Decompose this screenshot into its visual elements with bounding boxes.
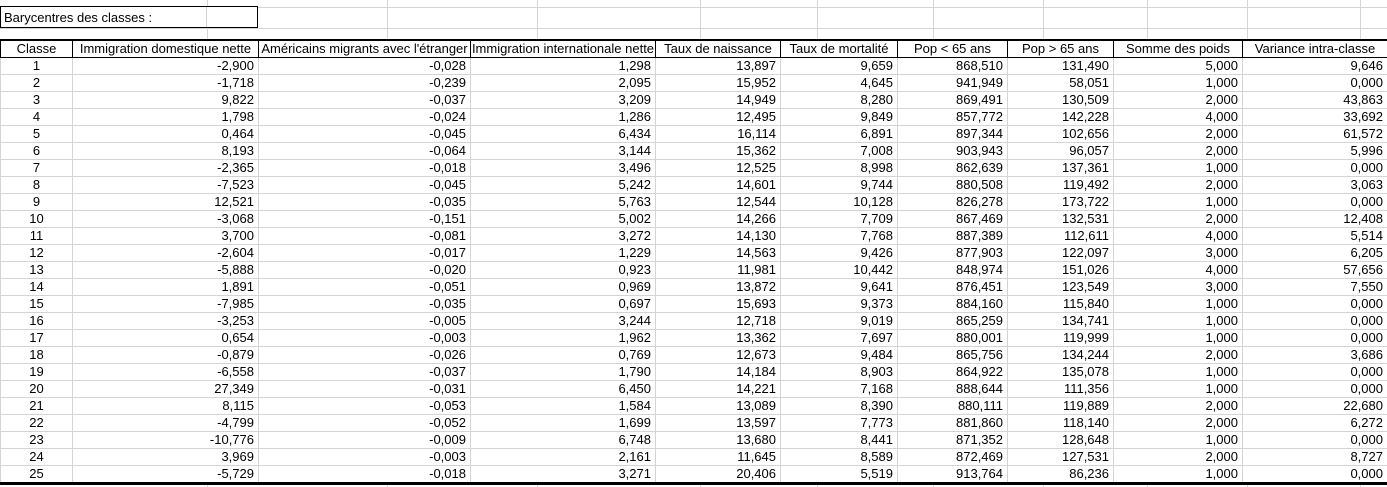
table-cell[interactable]: 3,686 [1243, 347, 1387, 364]
table-cell[interactable]: -5,888 [73, 262, 259, 279]
table-cell[interactable]: 135,078 [1008, 364, 1114, 381]
table-cell[interactable]: 7,550 [1243, 279, 1387, 296]
table-cell[interactable]: -4,799 [73, 415, 259, 432]
cell-classe[interactable]: 17 [1, 330, 73, 347]
table-cell[interactable]: 8,390 [781, 398, 898, 415]
table-cell[interactable]: 127,531 [1008, 449, 1114, 466]
table-cell[interactable]: -0,035 [259, 194, 471, 211]
table-cell[interactable]: 869,491 [898, 92, 1008, 109]
table-cell[interactable]: 9,646 [1243, 58, 1387, 75]
table-cell[interactable]: 2,000 [1114, 92, 1243, 109]
table-cell[interactable]: -0,037 [259, 92, 471, 109]
table-cell[interactable]: 12,408 [1243, 211, 1387, 228]
table-cell[interactable]: 33,692 [1243, 109, 1387, 126]
table-cell[interactable]: 130,509 [1008, 92, 1114, 109]
column-header[interactable]: Somme des poids [1114, 40, 1243, 58]
table-cell[interactable]: 1,962 [471, 330, 656, 347]
table-row [1, 432, 1387, 449]
table-title-cell[interactable] [0, 6, 258, 28]
table-cell[interactable]: 3,000 [1114, 245, 1243, 262]
table-cell[interactable]: 3,496 [471, 160, 656, 177]
table-cell[interactable]: -0,005 [259, 313, 471, 330]
table-title: Barycentres des classes : [4, 9, 153, 25]
cell-classe[interactable]: 8 [1, 177, 73, 194]
table-cell[interactable]: 112,611 [1008, 228, 1114, 245]
table-cell[interactable]: 2,000 [1114, 143, 1243, 160]
table-cell[interactable]: 0,000 [1243, 432, 1387, 449]
table-cell[interactable]: 119,999 [1008, 330, 1114, 347]
table-cell[interactable]: 13,680 [656, 432, 781, 449]
table-cell[interactable]: -0,020 [259, 262, 471, 279]
table-cell[interactable]: 9,484 [781, 347, 898, 364]
table-cell[interactable]: -1,718 [73, 75, 259, 92]
table-cell[interactable]: 111,356 [1008, 381, 1114, 398]
table-cell[interactable]: -6,558 [73, 364, 259, 381]
table-cell[interactable]: 13,897 [656, 58, 781, 75]
table-cell[interactable]: 3,063 [1243, 177, 1387, 194]
table-cell[interactable]: 142,228 [1008, 109, 1114, 126]
table-cell[interactable]: 5,514 [1243, 228, 1387, 245]
table-cell[interactable]: 941,949 [898, 75, 1008, 92]
table-cell[interactable]: 3,271 [471, 466, 656, 484]
table-cell[interactable]: 5,000 [1114, 58, 1243, 75]
table-cell[interactable]: 1,000 [1114, 160, 1243, 177]
cell-classe[interactable]: 2 [1, 75, 73, 92]
cell-classe[interactable]: 7 [1, 160, 73, 177]
table-cell[interactable]: 865,756 [898, 347, 1008, 364]
table-row [1, 245, 1387, 262]
table-cell[interactable]: 3,209 [471, 92, 656, 109]
table-cell[interactable]: 881,860 [898, 415, 1008, 432]
table-cell[interactable]: 0,000 [1243, 194, 1387, 211]
cell-classe[interactable]: 11 [1, 228, 73, 245]
table-cell[interactable]: -0,045 [259, 126, 471, 143]
table-cell[interactable]: 0,464 [73, 126, 259, 143]
table-cell[interactable]: 903,943 [898, 143, 1008, 160]
cell-classe[interactable]: 6 [1, 143, 73, 160]
column-header[interactable]: Taux de mortalité [781, 40, 898, 58]
gridline [0, 28, 1387, 29]
table-cell[interactable]: 10,128 [781, 194, 898, 211]
table-cell[interactable]: 867,469 [898, 211, 1008, 228]
table-cell[interactable]: 880,508 [898, 177, 1008, 194]
table-cell[interactable]: 137,361 [1008, 160, 1114, 177]
table-cell[interactable]: 61,572 [1243, 126, 1387, 143]
table-cell[interactable]: 12,521 [73, 194, 259, 211]
table-cell[interactable]: -7,985 [73, 296, 259, 313]
table-cell[interactable]: 15,362 [656, 143, 781, 160]
cell-classe[interactable]: 9 [1, 194, 73, 211]
table-cell[interactable]: 9,822 [73, 92, 259, 109]
table-cell[interactable]: 3,272 [471, 228, 656, 245]
column-header[interactable]: Immigration domestique nette [73, 40, 259, 58]
table-cell[interactable]: -0,239 [259, 75, 471, 92]
table-cell[interactable]: 1,000 [1114, 313, 1243, 330]
table-cell[interactable]: 1,229 [471, 245, 656, 262]
cell-classe[interactable]: 4 [1, 109, 73, 126]
table-cell[interactable]: 12,673 [656, 347, 781, 364]
table-cell[interactable]: -0,045 [259, 177, 471, 194]
table-cell[interactable]: 5,519 [781, 466, 898, 484]
table-cell[interactable]: 11,645 [656, 449, 781, 466]
cell-classe[interactable]: 22 [1, 415, 73, 432]
table-cell[interactable]: 3,969 [73, 449, 259, 466]
table-cell[interactable]: 14,601 [656, 177, 781, 194]
table-cell[interactable]: -0,879 [73, 347, 259, 364]
table-row [1, 313, 1387, 330]
table-cell[interactable]: 8,193 [73, 143, 259, 160]
table-cell[interactable]: 16,114 [656, 126, 781, 143]
table-cell[interactable]: 9,849 [781, 109, 898, 126]
table-cell[interactable]: 0,923 [471, 262, 656, 279]
table-cell[interactable]: 2,000 [1114, 211, 1243, 228]
table-row [1, 58, 1387, 75]
table-cell[interactable]: 173,722 [1008, 194, 1114, 211]
table-cell[interactable]: 2,000 [1114, 449, 1243, 466]
table-cell[interactable]: 1,000 [1114, 432, 1243, 449]
table-cell[interactable]: 8,727 [1243, 449, 1387, 466]
barycenters-table [0, 39, 1387, 485]
table-cell[interactable]: 897,344 [898, 126, 1008, 143]
table-cell[interactable]: 7,168 [781, 381, 898, 398]
table-cell[interactable]: 6,205 [1243, 245, 1387, 262]
table-cell[interactable]: 1,000 [1114, 296, 1243, 313]
table-cell[interactable]: 43,863 [1243, 92, 1387, 109]
table-row [1, 466, 1387, 484]
table-cell[interactable]: 6,748 [471, 432, 656, 449]
cell-classe[interactable]: 14 [1, 279, 73, 296]
table-cell[interactable]: 2,095 [471, 75, 656, 92]
table-row [1, 398, 1387, 415]
table-row [1, 228, 1387, 245]
table-cell[interactable]: 887,389 [898, 228, 1008, 245]
table-cell[interactable]: -0,003 [259, 449, 471, 466]
table-cell[interactable]: 4,000 [1114, 228, 1243, 245]
table-cell[interactable]: 865,259 [898, 313, 1008, 330]
table-cell[interactable]: 134,244 [1008, 347, 1114, 364]
table-cell[interactable]: -0,026 [259, 347, 471, 364]
table-cell[interactable]: 8,589 [781, 449, 898, 466]
table-cell[interactable]: 9,641 [781, 279, 898, 296]
table-cell[interactable]: 868,510 [898, 58, 1008, 75]
table-cell[interactable]: 2,000 [1114, 415, 1243, 432]
table-cell[interactable]: 880,111 [898, 398, 1008, 415]
table-cell[interactable]: 913,764 [898, 466, 1008, 484]
table-cell[interactable]: -0,051 [259, 279, 471, 296]
table-cell[interactable]: 1,790 [471, 364, 656, 381]
table-cell[interactable]: 3,000 [1114, 279, 1243, 296]
table-cell[interactable]: -0,052 [259, 415, 471, 432]
gridline [206, 7, 207, 27]
table-row [1, 296, 1387, 313]
table-cell[interactable]: 871,352 [898, 432, 1008, 449]
cell-classe[interactable]: 13 [1, 262, 73, 279]
cell-classe[interactable]: 15 [1, 296, 73, 313]
table-cell[interactable]: 0,000 [1243, 330, 1387, 347]
header-row [1, 40, 1387, 58]
table-cell[interactable]: 888,644 [898, 381, 1008, 398]
table-cell[interactable]: 4,000 [1114, 109, 1243, 126]
table-cell[interactable]: 0,000 [1243, 75, 1387, 92]
table-cell[interactable]: 2,000 [1114, 126, 1243, 143]
table-cell[interactable]: 857,772 [898, 109, 1008, 126]
table-cell[interactable]: 22,680 [1243, 398, 1387, 415]
table-cell[interactable]: 1,000 [1114, 75, 1243, 92]
cell-classe[interactable]: 10 [1, 211, 73, 228]
table-row [1, 143, 1387, 160]
table-cell[interactable]: 13,597 [656, 415, 781, 432]
table-cell[interactable]: 8,998 [781, 160, 898, 177]
table-cell[interactable]: 96,057 [1008, 143, 1114, 160]
table-cell[interactable]: 1,000 [1114, 381, 1243, 398]
table-cell[interactable]: -3,253 [73, 313, 259, 330]
table-row [1, 75, 1387, 92]
table-cell[interactable]: 8,441 [781, 432, 898, 449]
table-cell[interactable]: 0,000 [1243, 160, 1387, 177]
table-row [1, 347, 1387, 364]
table-cell[interactable]: 10,442 [781, 262, 898, 279]
table-cell[interactable]: 13,089 [656, 398, 781, 415]
table-cell[interactable]: 128,648 [1008, 432, 1114, 449]
table-cell[interactable]: -10,776 [73, 432, 259, 449]
cell-classe[interactable]: 16 [1, 313, 73, 330]
table-cell[interactable]: -0,053 [259, 398, 471, 415]
column-header[interactable]: Variance intra-classe [1243, 40, 1387, 58]
column-header[interactable]: Pop > 65 ans [1008, 40, 1114, 58]
table-cell[interactable]: 9,744 [781, 177, 898, 194]
table-row [1, 415, 1387, 432]
table-cell[interactable]: 7,773 [781, 415, 898, 432]
table-cell[interactable]: -0,035 [259, 296, 471, 313]
table-cell[interactable]: 134,741 [1008, 313, 1114, 330]
table-cell[interactable]: 1,584 [471, 398, 656, 415]
column-header[interactable]: Immigration internationale nette [471, 41, 655, 56]
table-cell[interactable]: 877,903 [898, 245, 1008, 262]
table-cell[interactable]: 14,266 [656, 211, 781, 228]
table-cell[interactable]: 12,495 [656, 109, 781, 126]
table-cell[interactable]: -2,900 [73, 58, 259, 75]
table-row [1, 160, 1387, 177]
table-cell[interactable]: 5,763 [471, 194, 656, 211]
table-cell[interactable]: 15,952 [656, 75, 781, 92]
table-cell[interactable]: 14,563 [656, 245, 781, 262]
table-cell[interactable]: 2,000 [1114, 347, 1243, 364]
table-cell[interactable]: 5,996 [1243, 143, 1387, 160]
table-cell[interactable]: 0,969 [471, 279, 656, 296]
table-cell[interactable]: 8,903 [781, 364, 898, 381]
cell-classe[interactable]: 1 [1, 58, 73, 75]
table-cell[interactable]: 3,244 [471, 313, 656, 330]
table-row [1, 92, 1387, 109]
cell-classe[interactable]: 5 [1, 126, 73, 143]
table-cell[interactable]: 9,373 [781, 296, 898, 313]
table-cell[interactable]: 123,549 [1008, 279, 1114, 296]
column-header[interactable]: Classe [1, 40, 73, 58]
table-cell[interactable]: 1,000 [1114, 364, 1243, 381]
table-cell[interactable]: 0,697 [471, 296, 656, 313]
table-row [1, 194, 1387, 211]
cell-classe[interactable]: 12 [1, 245, 73, 262]
table-cell[interactable]: 6,272 [1243, 415, 1387, 432]
cell-classe[interactable]: 18 [1, 347, 73, 364]
table-cell[interactable]: -0,003 [259, 330, 471, 347]
table-cell[interactable]: -2,604 [73, 245, 259, 262]
table-cell[interactable]: 102,656 [1008, 126, 1114, 143]
table-cell[interactable]: 7,008 [781, 143, 898, 160]
table-cell[interactable]: 20,406 [656, 466, 781, 484]
table-cell[interactable]: 6,450 [471, 381, 656, 398]
table-row [1, 109, 1387, 126]
table-cell[interactable]: 6,434 [471, 126, 656, 143]
table-body [1, 58, 1387, 484]
table-cell[interactable]: 7,709 [781, 211, 898, 228]
table-cell[interactable]: 1,286 [471, 109, 656, 126]
table-cell[interactable]: 14,130 [656, 228, 781, 245]
table-cell[interactable]: 1,000 [1114, 194, 1243, 211]
table-cell[interactable]: 864,922 [898, 364, 1008, 381]
table-cell[interactable]: 2,161 [471, 449, 656, 466]
table-cell[interactable]: 1,699 [471, 415, 656, 432]
table-cell[interactable]: -0,018 [259, 160, 471, 177]
table-cell[interactable]: -0,151 [259, 211, 471, 228]
table-cell[interactable]: 115,840 [1008, 296, 1114, 313]
table-cell[interactable]: 15,693 [656, 296, 781, 313]
table-cell[interactable]: 3,700 [73, 228, 259, 245]
cell-classe[interactable]: 23 [1, 432, 73, 449]
cell-classe[interactable]: 24 [1, 449, 73, 466]
table-cell[interactable]: 880,001 [898, 330, 1008, 347]
column-header[interactable]: Taux de naissance [656, 40, 781, 58]
table-cell[interactable]: 7,768 [781, 228, 898, 245]
table-row [1, 211, 1387, 228]
table-cell[interactable]: 8,115 [73, 398, 259, 415]
table-cell[interactable]: 131,490 [1008, 58, 1114, 75]
table-cell[interactable]: 122,097 [1008, 245, 1114, 262]
table-cell[interactable]: -7,523 [73, 177, 259, 194]
table-row [1, 177, 1387, 194]
table-cell[interactable]: 0,000 [1243, 296, 1387, 313]
table-cell[interactable]: 118,140 [1008, 415, 1114, 432]
table-cell[interactable]: 0,000 [1243, 466, 1387, 484]
table-cell[interactable]: 862,639 [898, 160, 1008, 177]
table-cell[interactable]: -0,064 [259, 143, 471, 160]
table-cell[interactable]: 0,769 [471, 347, 656, 364]
table-row [1, 262, 1387, 279]
table-cell[interactable]: 57,656 [1243, 262, 1387, 279]
table-row [1, 449, 1387, 466]
table-cell[interactable]: 58,051 [1008, 75, 1114, 92]
table-cell[interactable]: -0,081 [259, 228, 471, 245]
table-cell[interactable]: 27,349 [73, 381, 259, 398]
table-cell[interactable]: -0,024 [259, 109, 471, 126]
table-cell[interactable]: 14,184 [656, 364, 781, 381]
table-cell[interactable]: 884,160 [898, 296, 1008, 313]
table-cell[interactable]: -0,037 [259, 364, 471, 381]
cell-classe[interactable]: 19 [1, 364, 73, 381]
table-cell[interactable]: 0,000 [1243, 381, 1387, 398]
table-cell[interactable]: -0,018 [259, 466, 471, 484]
table-cell[interactable]: 13,872 [656, 279, 781, 296]
table-cell[interactable]: 5,002 [471, 211, 656, 228]
table-cell[interactable]: -0,017 [259, 245, 471, 262]
table-cell[interactable]: 4,000 [1114, 262, 1243, 279]
table-row [1, 364, 1387, 381]
table-row [1, 126, 1387, 143]
table-row [1, 381, 1387, 398]
table-cell[interactable]: 1,000 [1114, 330, 1243, 347]
table-cell[interactable]: -0,009 [259, 432, 471, 449]
table-cell[interactable]: 0,000 [1243, 364, 1387, 381]
cell-classe[interactable]: 3 [1, 92, 73, 109]
table-cell[interactable]: 1,298 [471, 58, 656, 75]
table-cell[interactable]: 848,974 [898, 262, 1008, 279]
table-cell[interactable]: 9,659 [781, 58, 898, 75]
table-row [1, 330, 1387, 347]
table-cell[interactable]: -2,365 [73, 160, 259, 177]
table-cell[interactable]: 132,531 [1008, 211, 1114, 228]
table-cell[interactable]: 826,278 [898, 194, 1008, 211]
table-cell[interactable]: 2,000 [1114, 398, 1243, 415]
table-row [1, 279, 1387, 296]
table-cell[interactable]: 14,221 [656, 381, 781, 398]
table-cell[interactable]: 86,236 [1008, 466, 1114, 484]
table-cell[interactable]: 8,280 [781, 92, 898, 109]
cell-classe[interactable]: 20 [1, 381, 73, 398]
table-cell[interactable]: 0,654 [73, 330, 259, 347]
table-cell[interactable]: 14,949 [656, 92, 781, 109]
table-cell[interactable]: -3,068 [73, 211, 259, 228]
table-cell[interactable]: 1,798 [73, 109, 259, 126]
table-cell[interactable]: 11,981 [656, 262, 781, 279]
table-cell[interactable]: 5,242 [471, 177, 656, 194]
cell-classe[interactable]: 25 [1, 466, 73, 484]
table-cell[interactable]: 13,362 [656, 330, 781, 347]
table-cell[interactable]: 9,019 [781, 313, 898, 330]
table-cell[interactable]: 119,492 [1008, 177, 1114, 194]
table-cell[interactable]: 119,889 [1008, 398, 1114, 415]
table-cell[interactable]: 2,000 [1114, 177, 1243, 194]
table-cell[interactable]: 151,026 [1008, 262, 1114, 279]
table-cell[interactable]: 12,718 [656, 313, 781, 330]
table-cell[interactable]: -5,729 [73, 466, 259, 484]
cell-classe[interactable]: 21 [1, 398, 73, 415]
table-cell[interactable]: 12,544 [656, 194, 781, 211]
table-cell[interactable]: 1,891 [73, 279, 259, 296]
table-cell[interactable]: 0,000 [1243, 313, 1387, 330]
table-cell[interactable]: 7,697 [781, 330, 898, 347]
table-cell[interactable]: -0,028 [259, 58, 471, 75]
table-cell[interactable]: 12,525 [656, 160, 781, 177]
table-cell[interactable]: 4,645 [781, 75, 898, 92]
table-cell[interactable]: -0,031 [259, 381, 471, 398]
column-header[interactable]: Pop < 65 ans [898, 40, 1008, 58]
table-cell[interactable]: 872,469 [898, 449, 1008, 466]
table-cell[interactable]: 6,891 [781, 126, 898, 143]
table-cell[interactable]: 9,426 [781, 245, 898, 262]
table-cell[interactable]: 876,451 [898, 279, 1008, 296]
table-cell[interactable]: 3,144 [471, 143, 656, 160]
table-cell[interactable]: 1,000 [1114, 466, 1243, 484]
column-header[interactable]: Américains migrants avec l'étranger [259, 40, 471, 58]
